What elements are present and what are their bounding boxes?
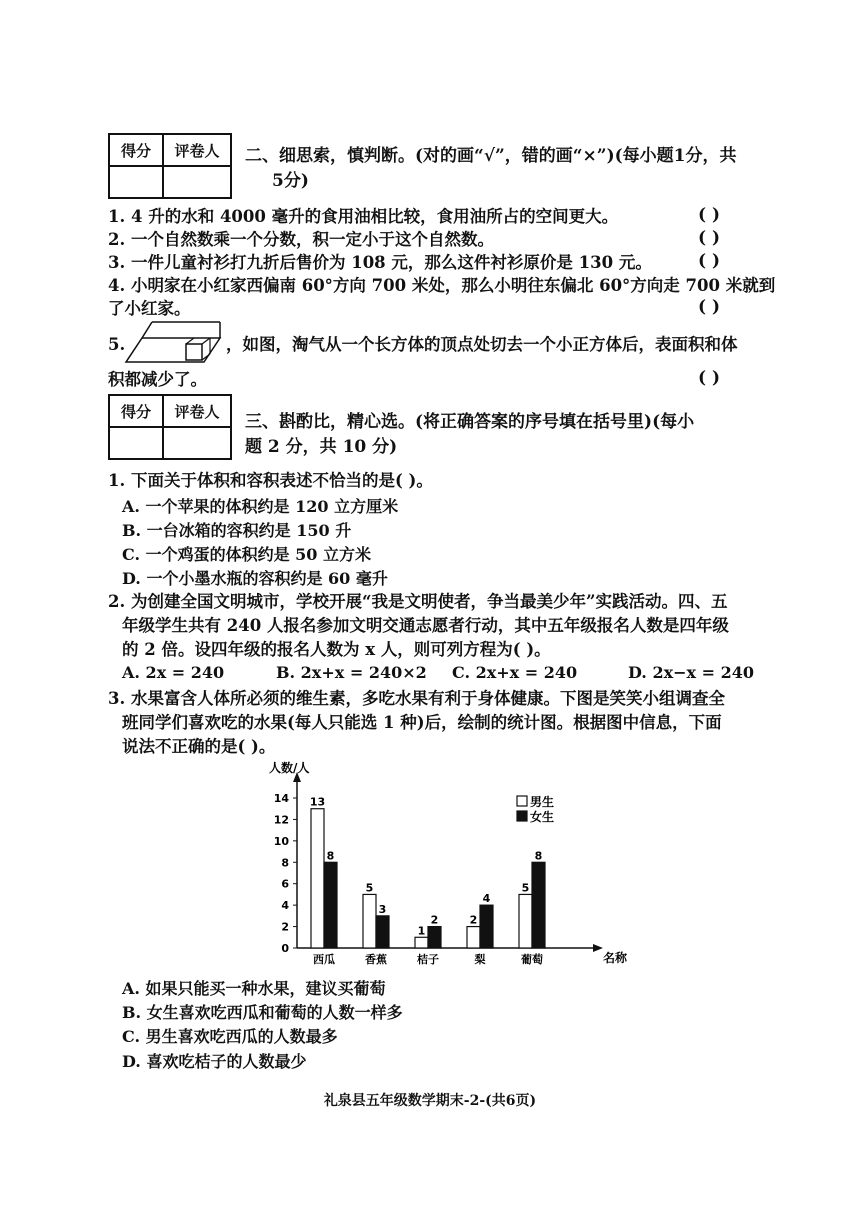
score-cell[interactable]: [109, 166, 163, 198]
score-label: 得分: [109, 395, 163, 427]
q1-option-d: D. 一个小墨水瓶的容积约是 60 毫升: [122, 569, 388, 588]
score-box-section3: [108, 394, 232, 460]
judge-answer-5[interactable]: ( ): [698, 368, 721, 388]
cuboid-figure: [124, 318, 224, 364]
q1-option-c: C. 一个鸡蛋的体积约是 50 立方米: [122, 545, 372, 564]
y-tick-label: 12: [273, 813, 289, 827]
x-tick-label: 西瓜: [313, 953, 335, 966]
q2-option-d: D. 2x−x = 240: [628, 663, 755, 682]
fruit-preference-bar-chart: [255, 756, 628, 976]
q3-line-3: 说法不正确的是( )。: [122, 737, 276, 756]
q3-line-2: 班同学们喜欢吃的水果(每人只能选 1 种)后，绘制的统计图。根据图中信息，下面: [122, 713, 722, 732]
q2-option-b: B. 2x+x = 240×2: [276, 663, 427, 682]
judge-item-2: 2. 一个自然数乘一个分数，积一定小于这个自然数。: [108, 230, 494, 249]
bar: [519, 894, 532, 948]
judge-item-5-number: 5.: [108, 335, 126, 354]
q2-option-c: C. 2x+x = 240: [452, 663, 578, 682]
bar: [311, 809, 324, 948]
score-cell[interactable]: [109, 427, 163, 459]
judge-answer-1[interactable]: ( ): [698, 205, 721, 225]
legend-label: 男生: [530, 795, 555, 809]
bar-value-label: 13: [309, 795, 326, 809]
y-tick-label: 14: [273, 792, 289, 805]
x-axis-arrow: [593, 944, 603, 952]
q3-option-c: C. 男生喜欢吃西瓜的人数最多: [122, 1027, 338, 1046]
bar-value-label: 2: [430, 913, 439, 927]
bar-value-label: 3: [378, 902, 387, 916]
y-tick-label: 10: [273, 834, 289, 848]
q1-option-a: A. 一个苹果的体积约是 120 立方厘米: [122, 497, 399, 516]
section2-title: 二、细思索，慎判断。(对的画“√”，错的画“×”)(每小题1分，共: [245, 146, 737, 166]
bar: [428, 927, 441, 948]
bar: [467, 927, 480, 948]
q3-line-1: 3. 水果富含人体所必须的维生素，多吃水果有利于身体健康。下图是笑笑小组调查全: [108, 689, 725, 708]
x-tick-label: 葡萄: [521, 953, 543, 966]
judge-item-5-cont: 积都减少了。: [108, 370, 207, 389]
bar-value-label: 1: [417, 924, 426, 938]
bar-value-label: 5: [521, 881, 530, 895]
bar-value-label: 8: [534, 849, 543, 863]
grader-label: 评卷人: [163, 395, 231, 427]
score-label: 得分: [109, 134, 163, 166]
legend-swatch: [517, 811, 527, 821]
judge-item-4-cont: 了小红家。: [108, 299, 191, 318]
q2-option-a: A. 2x = 240: [122, 663, 225, 682]
bar: [480, 905, 493, 948]
legend-label: 女生: [530, 810, 555, 824]
q2-line-1: 2. 为创建全国文明城市，学校开展“我是文明使者，争当最美少年”实践活动。四、五: [108, 592, 728, 611]
y-tick-label: 0: [281, 942, 289, 955]
y-tick-label: 4: [281, 899, 289, 913]
judge-item-1: 1. 4 升的水和 4000 毫升的食用油相比较，食用油所占的空间更大。: [108, 207, 619, 226]
judge-answer-2[interactable]: ( ): [698, 228, 721, 248]
grader-cell[interactable]: [163, 427, 231, 459]
grader-label: 评卷人: [163, 134, 231, 166]
x-axis-label: 名称: [603, 951, 628, 965]
score-box-section2: [108, 133, 232, 199]
judge-item-5: ，如图，淘气从一个长方体的顶点处切去一个小正方体后，表面积和体: [226, 335, 738, 354]
bar-value-label: 5: [365, 881, 374, 895]
x-tick-label: 梨: [474, 953, 486, 966]
section3-title-cont: 题 2 分，共 10 分): [245, 437, 398, 457]
page-footer: 礼泉县五年级数学期末-2-(共6页): [323, 1093, 537, 1109]
bar: [363, 894, 376, 948]
section2-title-cont: 5分): [272, 171, 309, 191]
judge-item-4: 4. 小明家在小红家西偏南 60°方向 700 米处，那么小明往东偏北 60°方向走 700 米就到: [108, 276, 776, 295]
q2-line-2: 年级学生共有 240 人报名参加文明交通志愿者行动，其中五年级报名人数是四年级: [122, 616, 729, 635]
x-tick-label: 香蕉: [365, 953, 387, 966]
judge-answer-3[interactable]: ( ): [698, 251, 721, 271]
q3-option-d: D. 喜欢吃桔子的人数最少: [122, 1052, 307, 1071]
q3-option-a: A. 如果只能买一种水果，建议买葡萄: [122, 979, 386, 998]
y-tick-label: 2: [281, 920, 289, 934]
y-tick-label: 6: [281, 877, 289, 891]
grader-cell[interactable]: [163, 166, 231, 198]
bar-value-label: 2: [469, 913, 478, 927]
section3-title: 三、斟酌比，精心选。(将正确答案的序号填在括号里)(每小: [245, 412, 695, 432]
judge-answer-4[interactable]: ( ): [698, 297, 721, 317]
q1-stem: 1. 下面关于体积和容积表述不恰当的是( )。: [108, 471, 433, 490]
judge-item-3: 3. 一件儿童衬衫打九折后售价为 108 元，那么这件衬衫原价是 130 元。: [108, 253, 652, 272]
y-axis-label: 人数/人: [269, 761, 310, 775]
bar-value-label: 4: [482, 892, 491, 906]
q3-option-b: B. 女生喜欢吃西瓜和葡萄的人数一样多: [122, 1003, 403, 1022]
q1-option-b: B. 一台冰箱的容积约是 150 升: [122, 521, 352, 540]
bar: [532, 862, 545, 948]
y-tick-label: 8: [281, 856, 289, 870]
bar: [415, 937, 428, 948]
bar: [324, 862, 337, 948]
bar: [376, 916, 389, 948]
legend-swatch: [517, 796, 527, 806]
q2-line-3: 的 2 倍。设四年级的报名人数为 x 人，则可列方程为( )。: [122, 640, 551, 659]
bar-value-label: 8: [326, 849, 335, 863]
x-tick-label: 桔子: [417, 953, 439, 966]
